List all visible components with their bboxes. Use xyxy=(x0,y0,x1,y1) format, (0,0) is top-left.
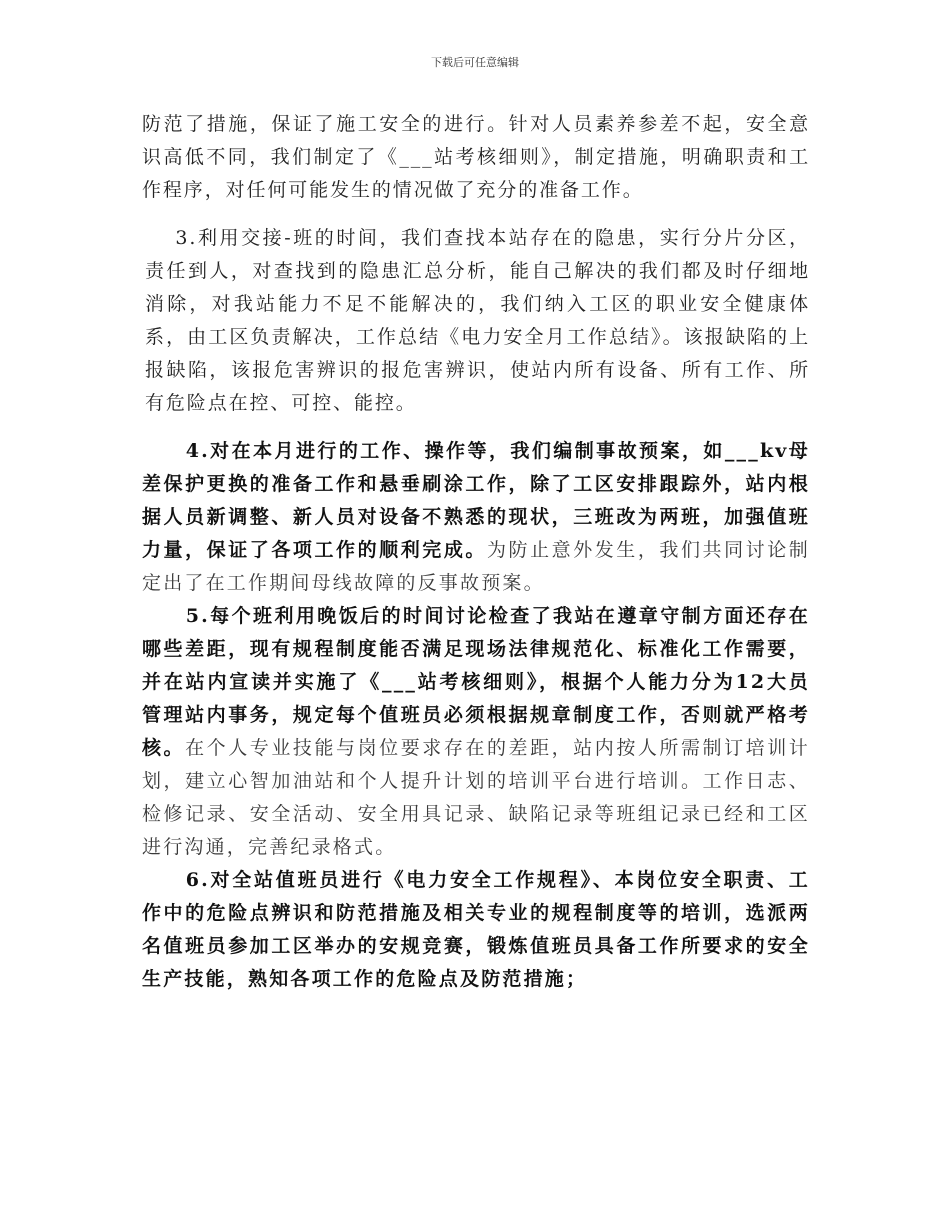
document-body xyxy=(142,108,810,996)
page-header: 下载后可任意编辑 xyxy=(431,56,519,69)
paragraph-2: 3.利用交接-班的时间，我们查找本站存在的隐患，实行分片分区，责任到人，对查找到的隐患汇总分析，能自己解决的我们都及时仔细地消除，对我站能力不足不能解决的，我们纳入工区的职业安全健康体系，由工区负责解决，工作总结《电力安全月工作总结》。该报缺陷的上报缺陷，该报危害辨识的报危害辨识，使站内所有设备、所有工作、所有危险点在控、可控、能控。 xyxy=(145,227,810,414)
paragraph-5-bold: 6.对全站值班员进行《电力安全工作规程》、本岗位安全职责、工作中的危险点辨识和防范措施及相关专业的规程制度等的培训，选派两名值班员参加工区举办的安规竞赛，锻炼值班员具备工作所要求的安全生产技能，熟知各项工作的危险点及防范措施； xyxy=(142,869,810,990)
paragraph-1: 防范了措施，保证了施工安全的进行。针对人员素养参差不起，安全意识高低不同，我们制定了《___站考核细则》，制定措施，明确职责和工作程序，对任何可能发生的情况做了充分的准备工作。 xyxy=(142,113,810,201)
paragraph-4-bold: 5.每个班利用晚饭后的时间讨论检查了我站在遵章守制方面还存在哪些差距，现有规程制度能否满足现场法律规范化、标准化工作需要，并在站内宣读并实施了《___站考核细则》，根据个人能力分为12大员管理站内事务，规定每个值班员必须根据规章制度工作，否则就严格考核。 xyxy=(142,605,810,759)
paragraph-3-normal: 为防止意外发生，我们共同讨论制定出了在工作期间母线故障的反事故预案。 xyxy=(142,539,810,594)
paragraph-4-normal: 在个人专业技能与岗位要求存在的差距，站内按人所需制订培训计划，建立心智加油站和个人提升计划的培训平台进行培训。工作日志、检修记录、安全活动、安全用具记录、缺陷记录等班组记录已经和工区进行沟通，完善纪录格式。 xyxy=(142,737,810,858)
paragraph-4 xyxy=(142,600,810,864)
paragraph-3-bold: 4.对在本月进行的工作、操作等，我们编制事故预案，如___kv母差保护更换的准备工作和悬垂刷涂工作，除了工区安排跟踪外，站内根据人员新调整、新人员对设备不熟悉的现状，三班改为两班，加强值班力量，保证了各项工作的顺利完成。 xyxy=(142,440,810,561)
paragraph-5 xyxy=(142,864,810,996)
paragraph-3 xyxy=(142,435,810,600)
